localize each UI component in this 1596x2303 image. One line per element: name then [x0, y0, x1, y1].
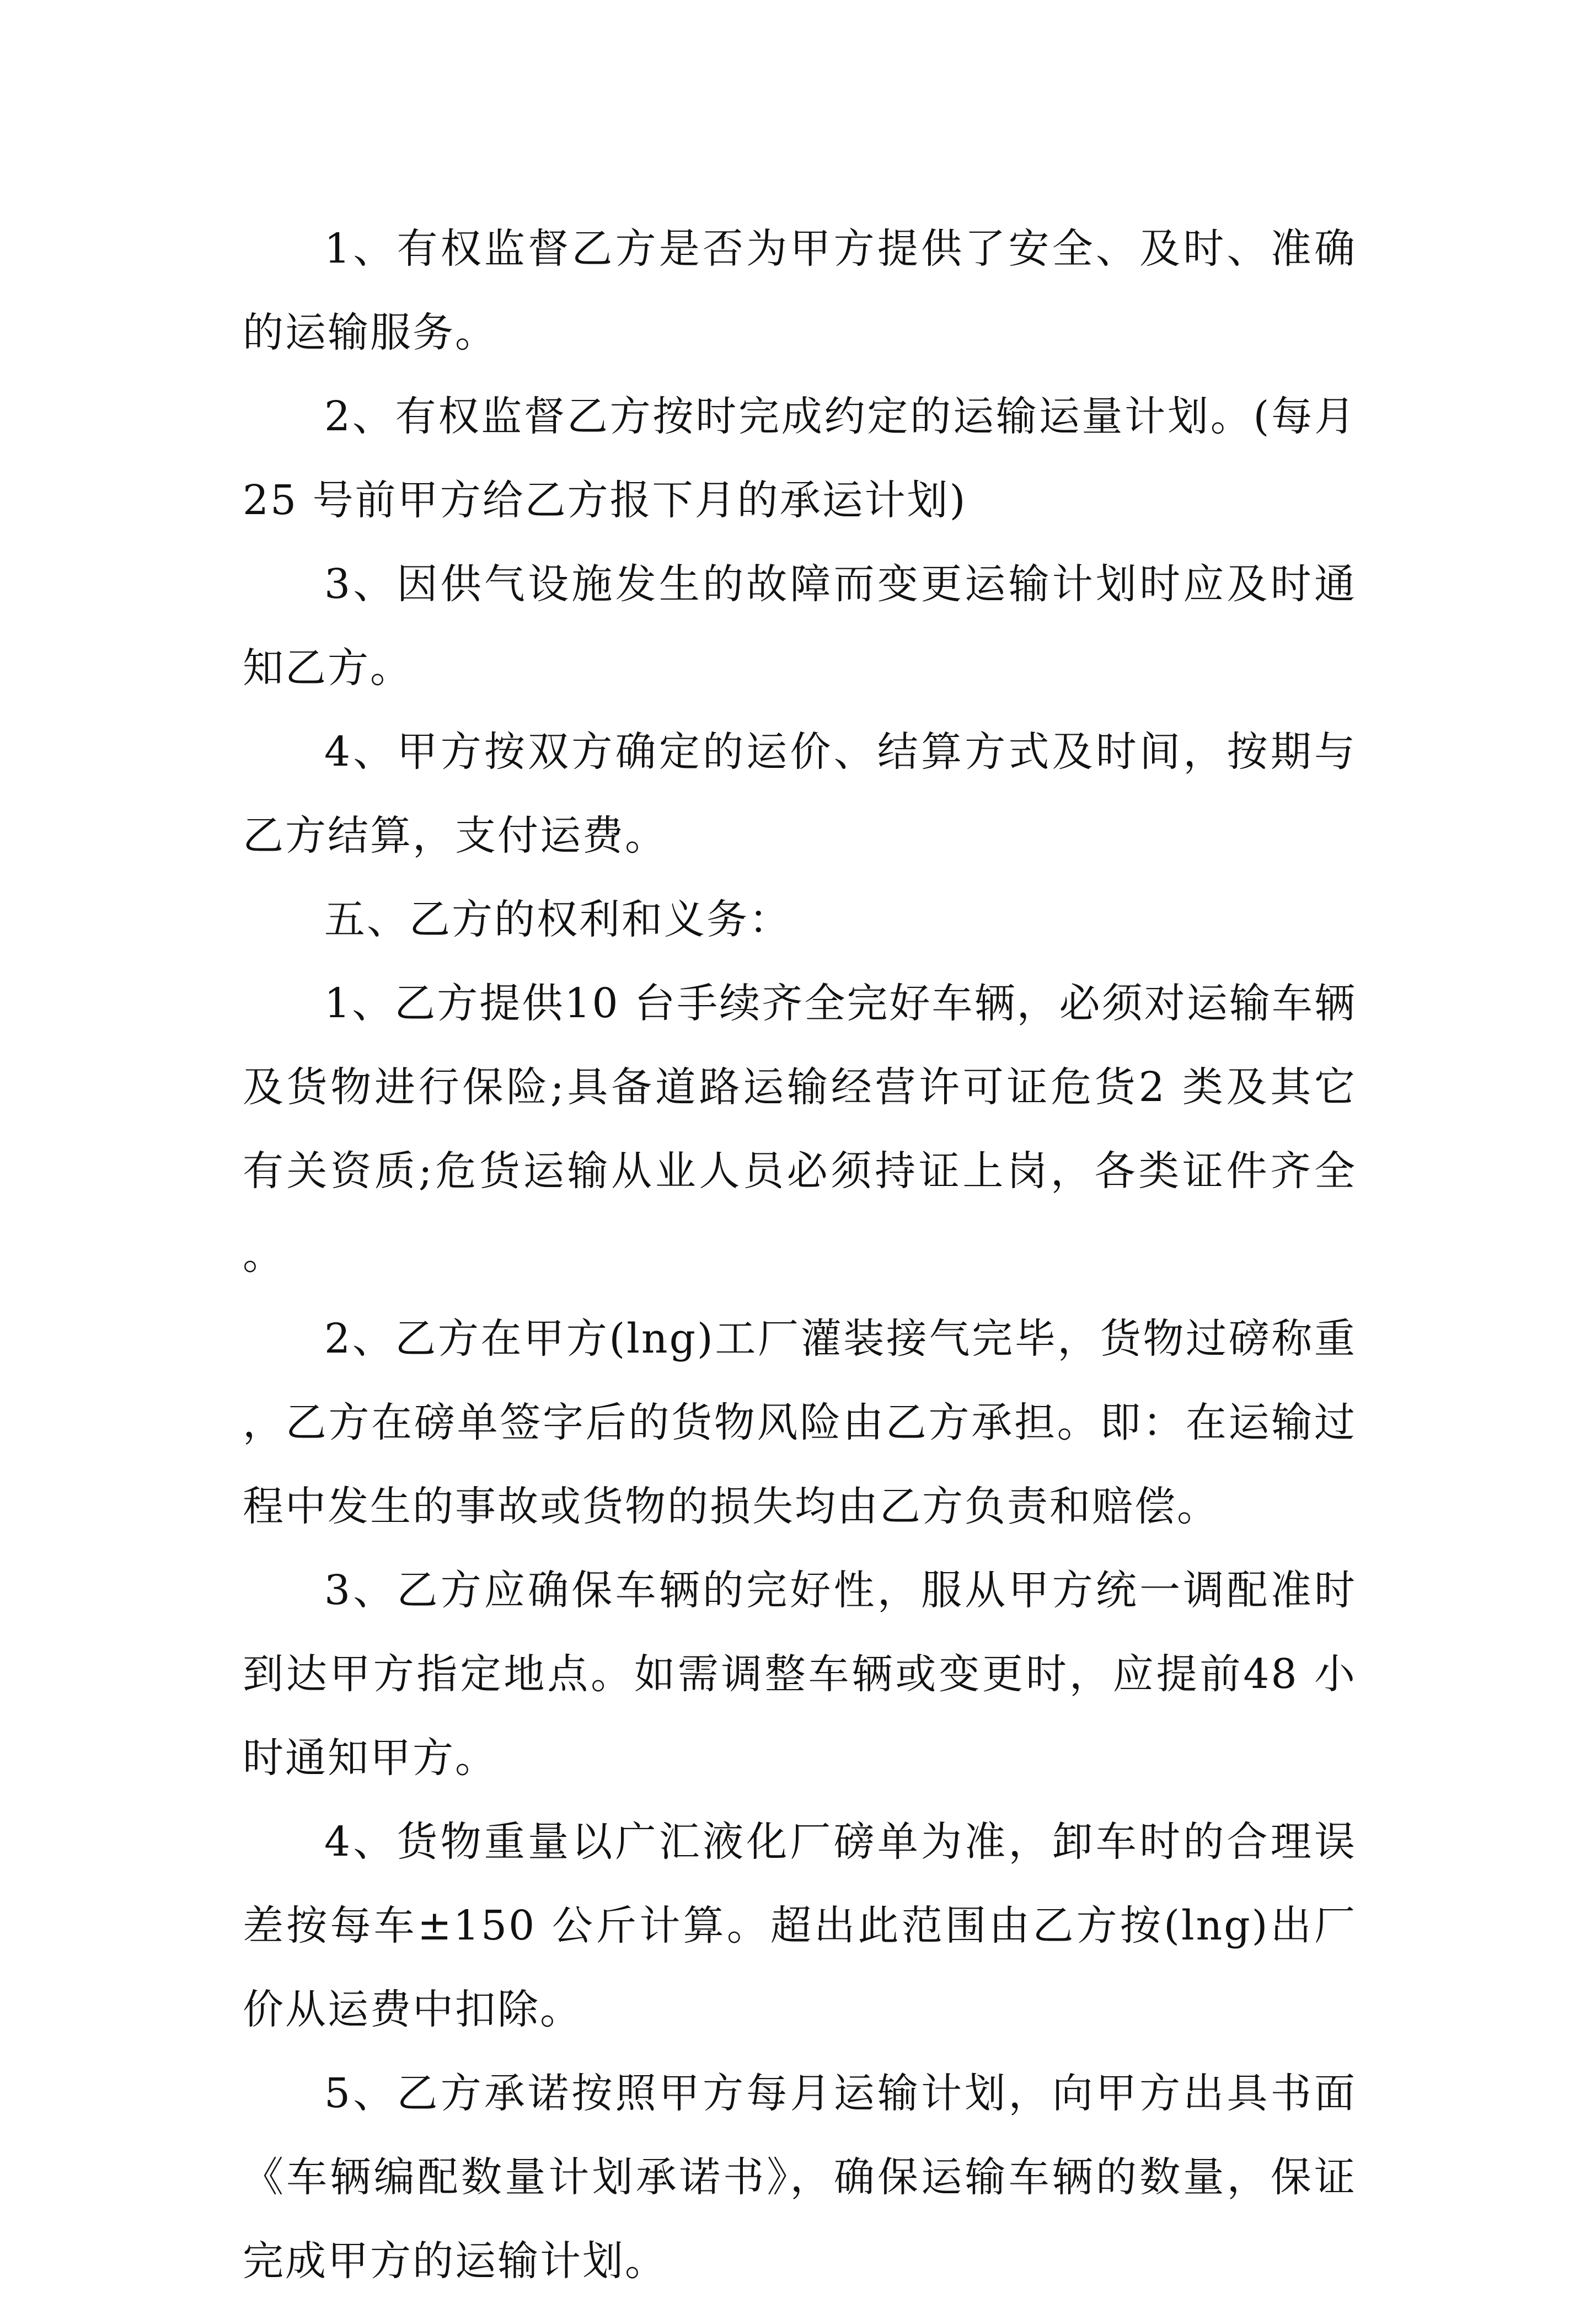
paragraph-4: 4、甲方按双方确定的运价、结算方式及时间，按期与乙方结算，支付运费。	[243, 728, 1357, 859]
paragraph-5-3: 3、乙方应确保车辆的完好性，服从甲方统一调配准时到达甲方指定地点。如需调整车辆或变更时，应提前48 小时通知甲方。	[243, 1567, 1357, 1782]
paragraph-2: 2、有权监督乙方按时完成约定的运输运量计划。(每月25 号前甲方给乙方报下月的承运计划)	[243, 393, 1357, 524]
paragraph-5-5: 5、乙方承诺按照甲方每月运输计划，向甲方出具书面《车辆编配数量计划承诺书》，确保运输车辆的数量，保证完成甲方的运输计划。	[243, 2070, 1357, 2285]
paragraph-5-1: 1、乙方提供10 台手续齐全完好车辆，必须对运输车辆及货物进行保险;具备道路运输经营许可证危货2 类及其它有关资质;危货运输从业人员必须持证上岗，各类证件齐全。	[243, 980, 1357, 1279]
paragraph-5-4: 4、货物重量以广汇液化厂磅单为准，卸车时的合理误差按每车±150 公斤计算。超出此范围由乙方按(lng)出厂价从运费中扣除。	[243, 1818, 1357, 2033]
document-body	[243, 207, 1357, 2303]
section-heading-5: 五、乙方的权利和义务：	[324, 896, 791, 943]
paragraph-3: 3、因供气设施发生的故障而变更运输计划时应及时通知乙方。	[243, 560, 1357, 692]
paragraph-1: 1、有权监督乙方是否为甲方提供了安全、及时、准确的运输服务。	[243, 225, 1357, 356]
paragraph-5-2: 2、乙方在甲方(lng)工厂灌装接气完毕，货物过磅称重，乙方在磅单签字后的货物风险由乙方承担。即：在运输过程中发生的事故或货物的损失均由乙方负责和赔偿。	[243, 1315, 1357, 1530]
